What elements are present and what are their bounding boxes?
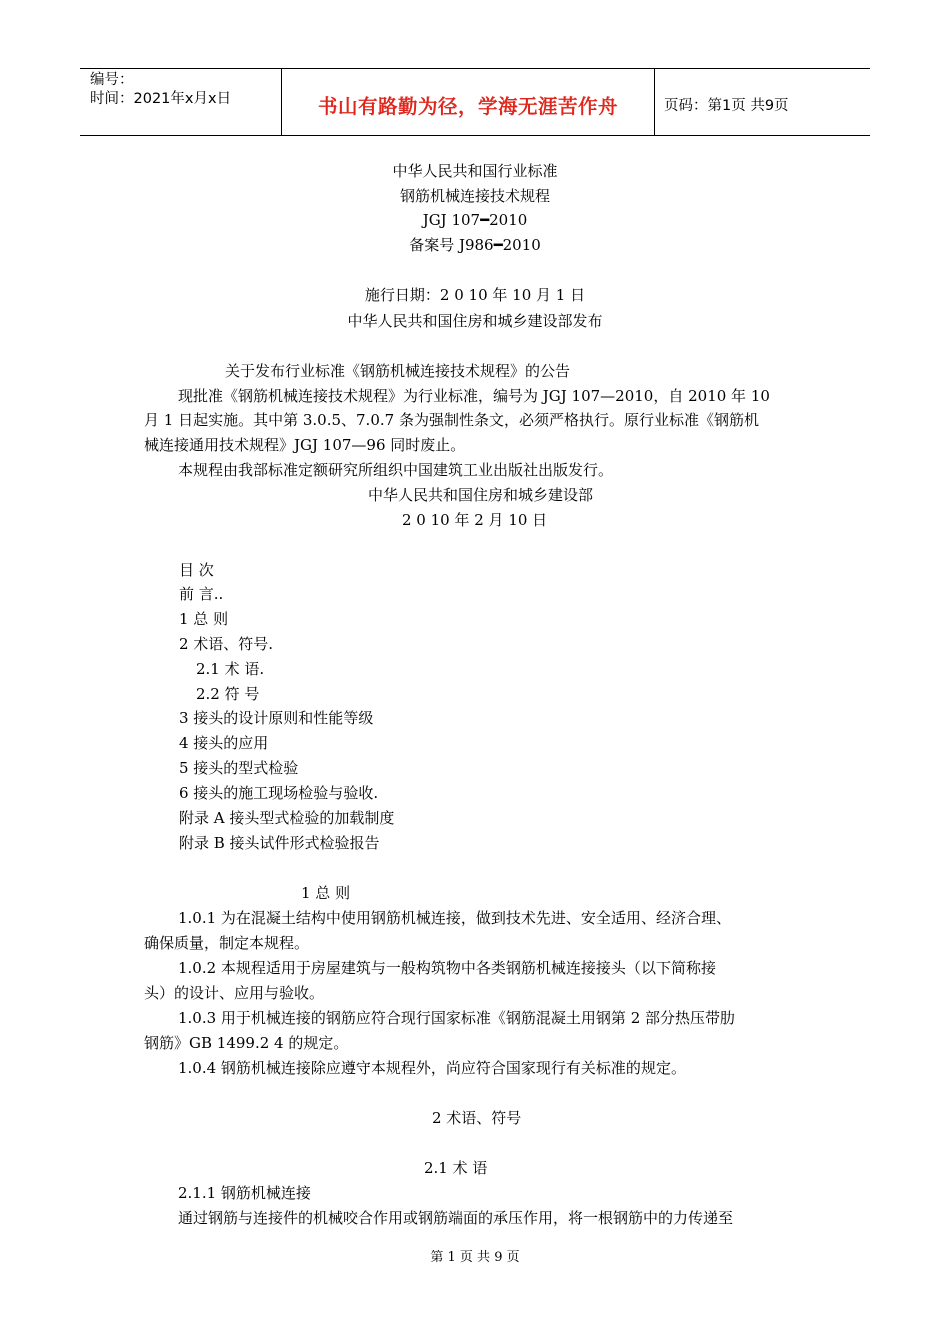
term-heading: 2.1.1 钢筋机械连接 [178, 1184, 311, 1202]
toc-item: 附录 A 接头型式检验的加载制度 [179, 809, 395, 827]
number-label: 编号： [90, 72, 134, 88]
record-number: 备案号 J986━2010 [409, 236, 541, 254]
toc-item: 3 接头的设计原则和性能等级 [179, 709, 374, 727]
clause-line: 确保质量，制定本规程。 [144, 934, 310, 952]
toc-item: 6 接头的施工现场检验与验收. [179, 784, 379, 802]
page-footer: 第 1 页 共 9 页 [430, 1250, 520, 1265]
toc-item: 1 总 则 [179, 610, 229, 628]
clause-line: 1.0.4 钢筋机械连接除应遵守本规程外，尚应符合国家现行有关标准的规定。 [178, 1059, 686, 1077]
chapter-heading: 1 总 则 [301, 884, 351, 902]
clause-line: 1.0.2 本规程适用于房屋建筑与一般构筑物中各类钢筋机械连接接头（以下简称接 [178, 959, 716, 977]
toc-item: 5 接头的型式检验 [179, 759, 299, 777]
toc-item: 2.1 术 语. [196, 660, 265, 678]
toc-item: 4 接头的应用 [179, 734, 269, 752]
section-heading: 2.1 术 语 [424, 1159, 488, 1177]
chapter-heading: 2 术语、符号 [432, 1109, 522, 1127]
announcement-line: 月 1 日起实施。其中第 3.0.5、7.0.7 条为强制性条文，必须严格执行。原行业标准《钢筋机 [144, 411, 759, 429]
document-header [80, 68, 870, 136]
standard-title: 钢筋机械连接技术规程 [399, 187, 550, 205]
toc-title: 目 次 [179, 561, 214, 579]
toc-item: 附录 B 接头试件形式检验报告 [179, 834, 380, 852]
clause-line: 钢筋》GB 1499.2 4 的规定。 [144, 1034, 349, 1052]
publisher: 中华人民共和国住房和城乡建设部发布 [347, 312, 603, 330]
announcement-issuer: 中华人民共和国住房和城乡建设部 [368, 486, 594, 504]
announcement-line: 现批准《钢筋机械连接技术规程》为行业标准，编号为 JGJ 107—2010，自 2010 年 10 [178, 387, 770, 405]
time-label: 时间：2021年x月x日 [90, 91, 232, 107]
header-meta [90, 71, 280, 109]
header-page-info: 页码：第1页 共9页 [664, 98, 789, 114]
standard-category: 中华人民共和国行业标准 [392, 162, 558, 180]
definition-line: 通过钢筋与连接件的机械咬合作用或钢筋端面的承压作用，将一根钢筋中的力传递至 [178, 1209, 734, 1227]
announcement-title: 关于发布行业标准《钢筋机械连接技术规程》的公告 [225, 362, 571, 380]
standard-code: JGJ 107━2010 [422, 211, 528, 229]
effective-date: 施行日期：2 0 10 年 10 月 1 日 [364, 286, 586, 304]
toc-item: 2.2 符 号 [196, 685, 260, 703]
clause-line: 1.0.1 为在混凝土结构中使用钢筋机械连接，做到技术先进、安全适用、经济合理、 [178, 909, 731, 927]
toc-item: 前 言.. [179, 585, 224, 603]
toc-item: 2 术语、符号. [179, 635, 274, 653]
announcement-date: 2 0 10 年 2 月 10 日 [402, 511, 548, 529]
announcement-line: 械连接通用技术规程》JGJ 107—96 同时废止。 [144, 436, 466, 454]
announcement-line: 本规程由我部标准定额研究所组织中国建筑工业出版社出版发行。 [178, 461, 614, 479]
header-divider [654, 69, 655, 136]
clause-line: 头）的设计、应用与验收。 [144, 984, 325, 1002]
clause-line: 1.0.3 用于机械连接的钢筋应符合现行国家标准《钢筋混凝土用钢第 2 部分热压带肋 [178, 1009, 736, 1027]
header-motto: 书山有路勤为径，学海无涯苦作舟 [317, 95, 618, 118]
